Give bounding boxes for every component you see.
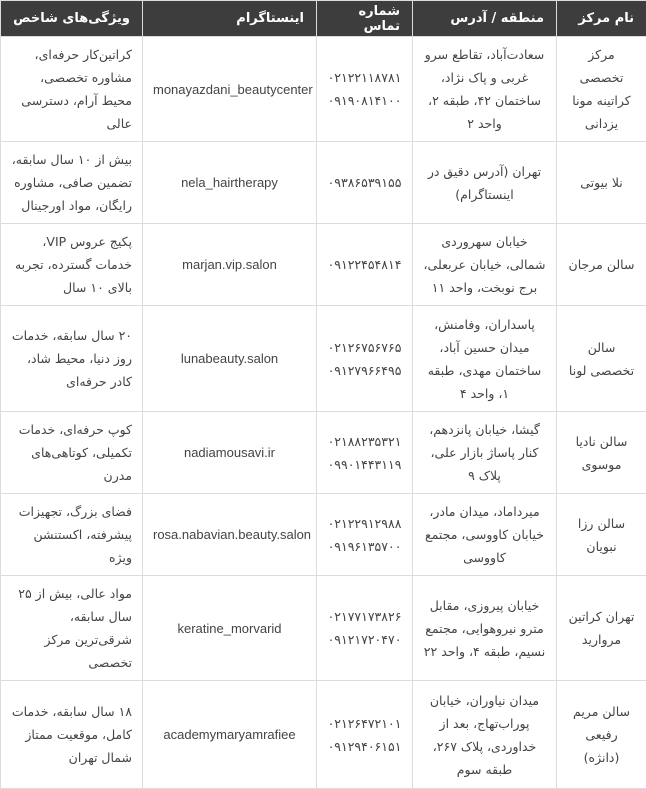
cell-instagram[interactable]: nela_hairtherapy <box>143 142 317 224</box>
cell-area: خیابان سهروردی شمالی، خیابان عربعلی، برج نوبخت، واحد ۱۱ <box>413 224 557 306</box>
table-body <box>1 37 646 789</box>
cell-name: سالن مرجان <box>557 224 646 306</box>
cell-name: سالن نادیا موسوی <box>557 412 646 494</box>
phone-number[interactable]: ۰۹۱۲۷۹۶۶۴۹۵ <box>327 359 402 382</box>
cell-instagram[interactable]: rosa.nabavian.beauty.salon <box>143 494 317 576</box>
cell-instagram[interactable]: keratine_morvarid <box>143 576 317 681</box>
table-row <box>1 681 646 789</box>
cell-phone <box>317 681 413 789</box>
table-row <box>1 576 646 681</box>
phone-number[interactable]: ۰۹۹۰۱۴۴۳۱۱۹ <box>327 453 402 476</box>
table-row <box>1 142 646 224</box>
cell-features: مواد عالی، بیش از ۲۵ سال سابقه، شرقی‌ترین مرکز تخصصی <box>1 576 143 681</box>
header-name: نام مرکز <box>557 1 646 37</box>
table-row <box>1 412 646 494</box>
cell-name: نلا بیوتی <box>557 142 646 224</box>
cell-name: مرکز تخصصی کراتینه مونا یزدانی <box>557 37 646 142</box>
cell-phone <box>317 494 413 576</box>
cell-features: فضای بزرگ، تجهیزات پیشرفته، اکستنشن ویژه <box>1 494 143 576</box>
header-phone: شماره تماس <box>317 1 413 37</box>
cell-area: سعادت‌آباد، تقاطع سرو غربی و پاک نژاد، ساختمان ۴۲، طبقه ۲، واحد ۲ <box>413 37 557 142</box>
phone-number[interactable]: ۰۲۱۲۲۹۱۲۹۸۸ <box>327 512 402 535</box>
table-header <box>1 1 646 37</box>
cell-area: میدان نیاوران، خیابان پوراب‌تهاج، بعد از خداوردی، پلاک ۲۶۷، طبقه سوم <box>413 681 557 789</box>
phone-number[interactable]: ۰۲۱۲۲۱۱۸۷۸۱ <box>327 66 402 89</box>
cell-phone <box>317 412 413 494</box>
phone-number[interactable]: ۰۹۱۹۰۸۱۴۱۰۰ <box>327 89 402 112</box>
table-row <box>1 224 646 306</box>
cell-phone <box>317 224 413 306</box>
cell-phone <box>317 37 413 142</box>
cell-area: میرداماد، میدان مادر، خیابان کاووسی، مجتمع کاووسی <box>413 494 557 576</box>
cell-area: تهران (آدرس دقیق در اینستاگرام) <box>413 142 557 224</box>
header-instagram: اینستاگرام <box>143 1 317 37</box>
phone-number[interactable]: ۰۹۱۲۲۴۵۴۸۱۴ <box>327 253 402 276</box>
header-features: ویژگی‌های شاخص <box>1 1 143 37</box>
phone-number[interactable]: ۰۲۱۸۸۲۳۵۳۲۱ <box>327 430 402 453</box>
phone-number[interactable]: ۰۹۱۲۱۷۲۰۴۷۰ <box>327 628 402 651</box>
cell-area: گیشا، خیابان پانزدهم، کنار پاساژ بازار علی، پلاک ۹ <box>413 412 557 494</box>
cell-name: سالن رزا نبویان <box>557 494 646 576</box>
cell-instagram[interactable]: marjan.vip.salon <box>143 224 317 306</box>
phone-number[interactable]: ۰۲۱۲۶۴۷۲۱۰۱ <box>327 712 402 735</box>
phone-number[interactable]: ۰۲۱۲۶۷۵۶۷۶۵ <box>327 336 402 359</box>
cell-features: کوپ حرفه‌ای، خدمات تکمیلی، کوتاهی‌های مدرن <box>1 412 143 494</box>
cell-name: سالن مریم رفیعی (دانژه) <box>557 681 646 789</box>
cell-features: بیش از ۱۰ سال سابقه، تضمین صافی، مشاوره رایگان، مواد اورجینال <box>1 142 143 224</box>
table-row <box>1 494 646 576</box>
cell-features: ۱۸ سال سابقه، خدمات کامل، موقعیت ممتاز شمال تهران <box>1 681 143 789</box>
cell-phone <box>317 306 413 412</box>
cell-instagram[interactable]: nadiamousavi.ir <box>143 412 317 494</box>
header-row <box>1 1 646 37</box>
cell-area: خیابان پیروزی، مقابل مترو نیروهوایی، مجتمع نسیم، طبقه ۴، واحد ۲۲ <box>413 576 557 681</box>
cell-name: سالن تخصصی لونا <box>557 306 646 412</box>
cell-phone <box>317 142 413 224</box>
cell-instagram[interactable]: lunabeauty.salon <box>143 306 317 412</box>
phone-number[interactable]: ۰۹۳۸۶۵۳۹۱۵۵ <box>327 171 402 194</box>
cell-area: پاسداران، وفامنش، میدان حسین آباد، ساختمان مهدی، طبقه ۱، واحد ۴ <box>413 306 557 412</box>
cell-instagram[interactable]: academymaryamrafiee <box>143 681 317 789</box>
phone-number[interactable]: ۰۹۱۹۶۱۳۵۷۰۰ <box>327 535 402 558</box>
phone-number[interactable]: ۰۹۱۲۹۴۰۶۱۵۱ <box>327 735 402 758</box>
cell-features: پکیج عروس VIP، خدمات گسترده، تجربه بالای ۱۰ سال <box>1 224 143 306</box>
cell-name: تهران کراتین مروارید <box>557 576 646 681</box>
table-row <box>1 306 646 412</box>
cell-features: کراتین‌کار حرفه‌ای، مشاوره تخصصی، محیط آرام، دسترسی عالی <box>1 37 143 142</box>
header-area: منطقه / آدرس <box>413 1 557 37</box>
cell-instagram[interactable]: monayazdani_beautycenter <box>143 37 317 142</box>
phone-number[interactable]: ۰۲۱۷۷۱۷۳۸۲۶ <box>327 605 402 628</box>
cell-phone <box>317 576 413 681</box>
table-row <box>1 37 646 142</box>
cell-features: ۲۰ سال سابقه، خدمات روز دنیا، محیط شاد، کادر حرفه‌ای <box>1 306 143 412</box>
